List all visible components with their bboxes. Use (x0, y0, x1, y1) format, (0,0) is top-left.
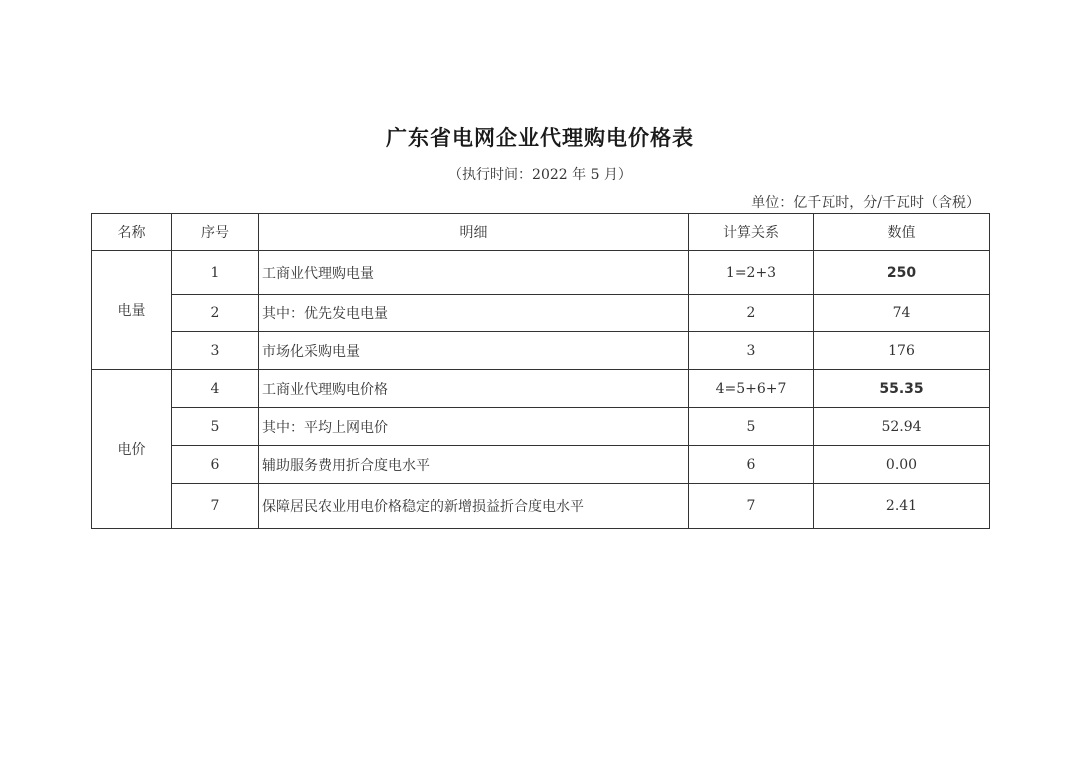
row-seq: 6 (172, 446, 259, 484)
row-seq: 4 (172, 370, 259, 408)
row-detail: 其中：优先发电电量 (259, 295, 689, 332)
row-formula: 7 (689, 484, 814, 529)
page-title: 广东省电网企业代理购电价格表 (386, 126, 694, 150)
table-row (92, 484, 990, 529)
row-detail: 保障居民农业用电价格稳定的新增损益折合度电水平 (259, 484, 689, 529)
table-row (92, 295, 990, 332)
row-formula: 1=2+3 (689, 251, 814, 295)
row-detail: 其中：平均上网电价 (259, 408, 689, 446)
row-seq: 2 (172, 295, 259, 332)
row-formula: 5 (689, 408, 814, 446)
row-detail: 辅助服务费用折合度电水平 (259, 446, 689, 484)
header-formula: 计算关系 (689, 214, 814, 251)
row-seq: 1 (172, 251, 259, 295)
row-seq: 3 (172, 332, 259, 370)
table-row (92, 332, 990, 370)
row-value: 250 (814, 251, 990, 295)
execution-date: （执行时间：2022 年 5 月） (448, 167, 632, 183)
header-name: 名称 (92, 214, 172, 251)
group-name-electricity: 电量 (92, 251, 172, 370)
row-value: 176 (814, 332, 990, 370)
row-detail: 工商业代理购电价格 (259, 370, 689, 408)
row-value: 52.94 (814, 408, 990, 446)
row-value: 0.00 (814, 446, 990, 484)
row-seq: 5 (172, 408, 259, 446)
header-value: 数值 (814, 214, 990, 251)
header-detail: 明细 (259, 214, 689, 251)
table-row (92, 446, 990, 484)
header-seq: 序号 (172, 214, 259, 251)
row-value: 74 (814, 295, 990, 332)
row-formula: 6 (689, 446, 814, 484)
table-header-row (92, 214, 990, 251)
row-value: 55.35 (814, 370, 990, 408)
row-detail: 市场化采购电量 (259, 332, 689, 370)
group-name-price: 电价 (92, 370, 172, 529)
row-formula: 4=5+6+7 (689, 370, 814, 408)
row-seq: 7 (172, 484, 259, 529)
price-table (91, 213, 990, 529)
unit-note: 单位：亿千瓦时，分/千瓦时（含税） (751, 195, 980, 211)
row-formula: 2 (689, 295, 814, 332)
row-detail: 工商业代理购电量 (259, 251, 689, 295)
table-row (92, 408, 990, 446)
table-row (92, 370, 990, 408)
table-row (92, 251, 990, 295)
row-formula: 3 (689, 332, 814, 370)
row-value: 2.41 (814, 484, 990, 529)
